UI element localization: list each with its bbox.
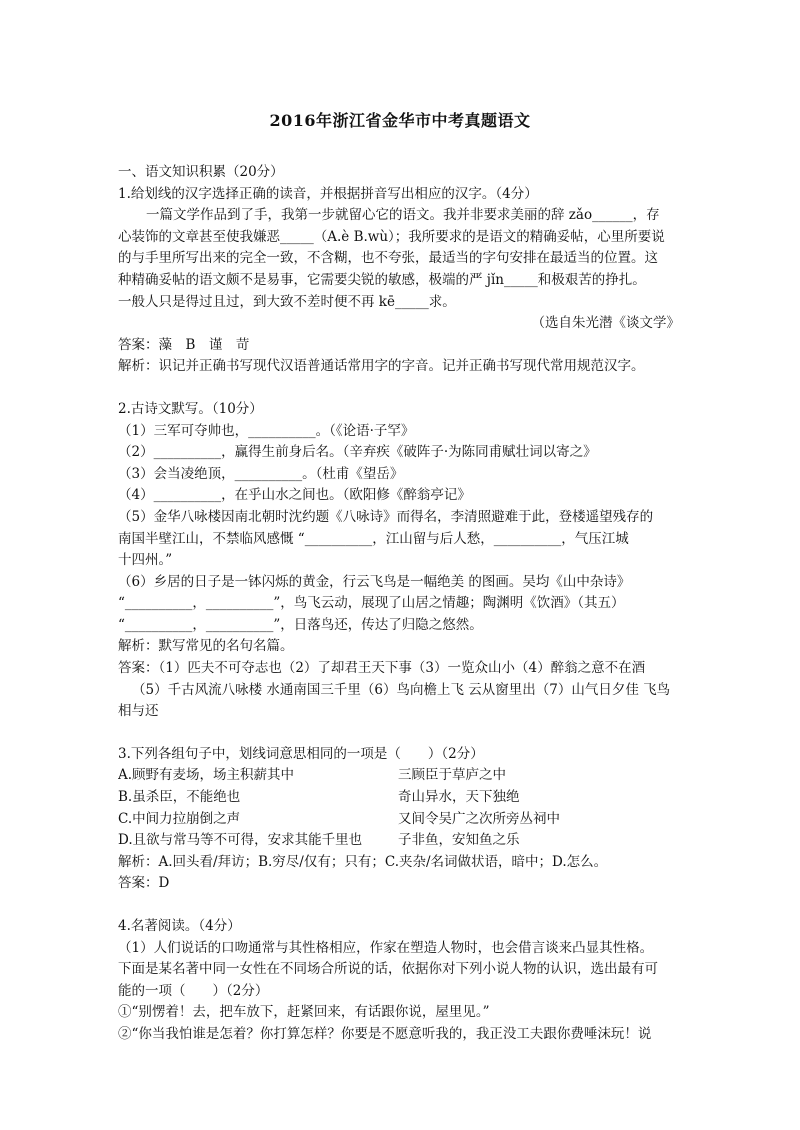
q2-item: （3）会当凌绝顶，__________。（杜甫《望岳》	[118, 465, 404, 482]
q4-line: ①“别愣着！去，把车放下，赶紧回来，有话跟你说，屋里见。”	[118, 1004, 490, 1021]
q3-analysis: 解析：A.回头看/拜访；B.穷尽/仅有；只有；C.夹杂/名词做状语，暗中；D.怎么。	[118, 853, 608, 870]
q1-analysis: 解析：识记并正确书写现代汉语普通话常用字的字音。记并正确书写现代常用规范汉字。	[118, 358, 645, 375]
q3-stem: 3.下列各组句子中，划线词意思相同的一项是（ ）（2分）	[118, 745, 484, 762]
q1-passage-line: 一般人只是得过且过，到大致不差时便不再 kē_____求。	[118, 293, 456, 310]
q3-option-left: B.虽杀臣，不能绝也	[118, 789, 241, 806]
q4-line: （1）人们说话的口吻通常与其性格相应，作家在塑造人物时，也会借言谈来凸显其性格。	[118, 939, 654, 956]
q2-item: 南国半壁江山，不禁临风感慨 “__________，江山留与后人愁，__________，气压江城	[118, 530, 629, 547]
q1-passage-line: 种精确妥帖的语文颇不是易事，它需要尖锐的敏感，极端的严 jǐn_____和极艰苦的挣扎。	[118, 271, 646, 288]
q1-passage-line: 一篇文学作品到了手，我第一步就留心它的语文。我并非要求美丽的辞 zǎo______，存	[146, 207, 660, 224]
q2-item: 十四州。”	[118, 552, 173, 569]
q3-option-left: C.中间力拉崩倒之声	[118, 810, 241, 827]
section-heading: 一、语文知识积累（20分）	[118, 164, 284, 180]
q2-analysis: 解析：默写常见的名句名篇。	[118, 638, 294, 655]
q3-option-row	[118, 809, 684, 831]
q4-stem: 4.名著阅读。（4分）	[118, 918, 241, 934]
q2-item: （4）__________，在乎山水之间也。（欧阳修《醉翁亭记》	[118, 487, 471, 504]
q3-option-left: A.顾野有麦场，场主积薪其中	[118, 767, 295, 784]
q1-source: （选自朱光潜《谈文学》	[531, 315, 680, 332]
q2-answer: （5）千古风流八咏楼 水通南国三千里（6）鸟向檐上飞 云从窗里出（7）山气日夕佳 飞鸟	[132, 681, 671, 698]
q3-option-right: 子非鱼，安知鱼之乐	[398, 832, 520, 849]
q2-item: （2）__________，赢得生前身后名。（辛弃疾《破阵子·为陈同甫赋壮词以寄之》	[118, 444, 597, 461]
q4-line: ②“你当我怕谁是怎着？你打算怎样？你要是不愿意听我的，我正没工夫跟你费唾沫玩！说	[118, 1025, 652, 1042]
q2-answer: 相与还	[118, 703, 159, 720]
document-title: 2016年浙江省金华市中考真题语文	[269, 111, 531, 130]
q3-answer: 答案：D	[118, 875, 170, 892]
q3-option-right: 三顾臣于草庐之中	[398, 767, 506, 784]
q3-option-row	[118, 830, 684, 852]
q1-answer: 答案：藻 B 谨 苛	[118, 336, 250, 353]
q2-item: “__________，__________”，日落鸟还，传达了归隐之悠然。	[118, 616, 483, 633]
q2-item: （1）三军可夺帅也，__________。（《论语·子罕》	[118, 422, 415, 439]
q2-stem: 2.古诗文默写。（10分）	[118, 400, 263, 417]
document-body	[118, 162, 684, 1046]
q3-option-right: 奇山异水，天下独绝	[398, 789, 520, 806]
q2-item: （5）金华八咏楼因南北朝时沈约题《八咏诗》而得名，李清照避难于此，登楼遥望残存的	[118, 508, 654, 525]
q1-stem: 1.给划线的汉字选择正确的读音，并根据拼音写出相应的汉字。（4分）	[118, 185, 538, 202]
q1-passage-line: 的与手里所写出来的完全一致，不含糊，也不夸张，最适当的字句安排在最适当的位置。这	[118, 250, 658, 267]
q2-item: “__________，__________”，鸟飞云动，展现了山居之情趣；陶渊明《饮酒》（其五）	[118, 595, 625, 612]
q3-option-left: D.且欲与常马等不可得，安求其能千里也	[118, 832, 363, 849]
q3-option-row	[118, 765, 684, 787]
q2-answer: 答案：（1）匹夫不可夺志也（2）了却君王天下事（3）一览众山小（4）醉翁之意不在酒	[118, 660, 646, 677]
q4-line: 下面是某名著中同一女性在不同场合所说的话，依据你对下列小说人物的认识，选出最有可	[118, 961, 658, 978]
q4-line: 能的一项（ ）（2分）	[118, 982, 269, 999]
q3-option-row	[118, 787, 684, 809]
q3-option-right: 又间令吴广之次所旁丛祠中	[398, 810, 560, 827]
q2-item: （6）乡居的日子是一钵闪烁的黄金，行云飞鸟是一幅绝美 的图画。吴均《山中杂诗》	[118, 573, 631, 590]
q1-passage-line: 心装饰的文章甚至使我嫌恶_____（A.è B.wù）；我所要求的是语文的精确妥帖，心里所要说	[118, 228, 665, 245]
